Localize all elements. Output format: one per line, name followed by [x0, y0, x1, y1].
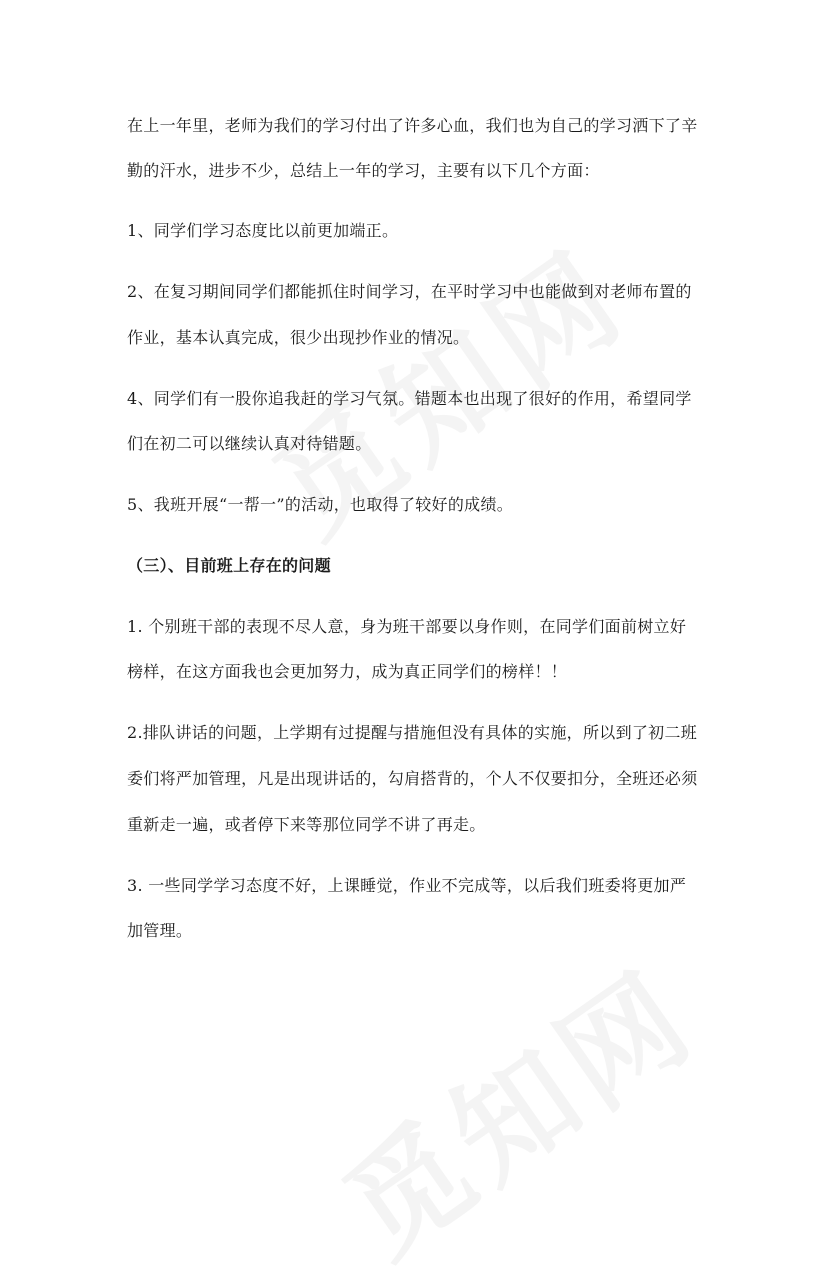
- paragraph-line: 1、同学们学习态度比以前更加端正。: [127, 221, 399, 240]
- paragraph-line: 勤的汗水，进步不少，总结上一年的学习，主要有以下几个方面：: [127, 161, 600, 180]
- paragraph-line: 在上一年里，老师为我们的学习付出了许多心血，我们也为自己的学习洒下了辛: [127, 116, 698, 135]
- watermark: [306, 924, 724, 1288]
- paragraph-line: 1. 个别班干部的表现不尽人意，身为班干部要以身作则，在同学们面前树立好: [127, 617, 687, 636]
- paragraph-line: 作业，基本认真完成，很少出现抄作业的情况。: [127, 328, 470, 347]
- paragraph-line: 2、在复习期间同学们都能抓住时间学习，在平时学习中也能做到对老师布置的: [127, 282, 692, 301]
- paragraph-line: 4、同学们有一股你追我赶的学习气氛。错题本也出现了很好的作用，希望同学: [127, 389, 692, 408]
- paragraph-line: 5、我班开展“一帮一”的活动，也取得了较好的成绩。: [127, 495, 514, 514]
- paragraph-line: 加管理。: [127, 921, 193, 940]
- paragraph-line: 们在初二可以继续认真对待错题。: [127, 434, 372, 453]
- section-heading: （三）、目前班上存在的问题: [127, 556, 331, 575]
- paragraph-line: 2.排队讲话的问题，上学期有过提醒与措施但没有具体的实施，所以到了初二班: [127, 723, 698, 742]
- paragraph-line: 重新走一遍，或者停下来等那位同学不讲了再走。: [127, 815, 486, 834]
- paragraph-line: 3. 一些同学学习态度不好，上课睡觉，作业不完成等，以后我们班委将更加严: [127, 876, 687, 895]
- paragraph-line: 委们将严加管理，凡是出现讲话的，勾肩搭背的，个人不仅要扣分，全班还必须: [127, 769, 698, 788]
- paragraph-line: 榜样，在这方面我也会更加努力，成为真正同学们的榜样！！: [127, 662, 568, 681]
